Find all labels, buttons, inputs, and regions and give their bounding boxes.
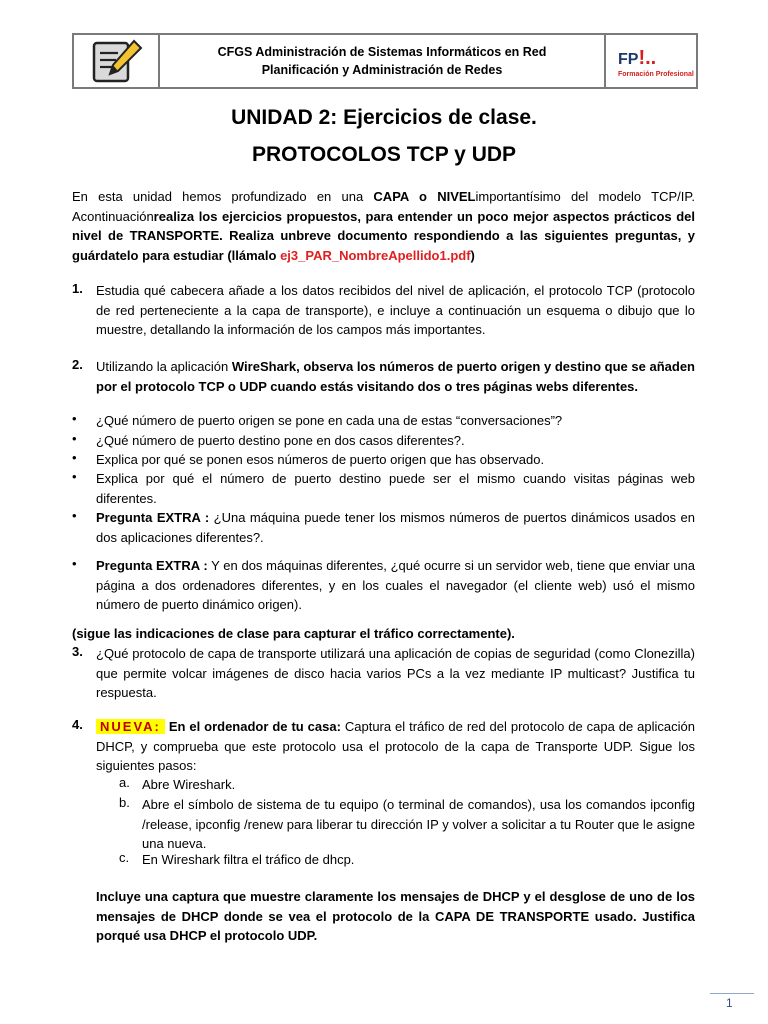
notepad-pencil-icon <box>74 35 160 87</box>
intro-text-1: En esta unidad hemos profundizado en una <box>72 189 374 204</box>
question-1-text: Estudia qué cabecera añade a los datos recibidos del nivel de aplicación, el protocolo TCP (protocolo de red perteneciente a la capa de transporte), e incluye a continuación un esquema o dibujo que lo muestre, detallando la información de los campos más importantes. <box>96 283 695 337</box>
fp-logo <box>606 35 696 87</box>
step-a-text: Abre Wireshark. <box>142 777 236 792</box>
bullet-2: ¿Qué número de puerto destino pone en dos casos diferentes?. <box>96 433 465 448</box>
step-b-text: Abre el símbolo de sistema de tu equipo (o terminal de comandos), usa los comandos ipconfig /release, ipconfig /renew para liberar tu dirección IP y volver a solicitar a tu Router que le asigne una nueva. <box>142 797 695 851</box>
question-4-number: 4. <box>72 717 83 732</box>
bullet-3-symbol: • <box>72 450 77 465</box>
document-header <box>72 33 698 89</box>
question-2-text-bold: WireShark, observa los números de puerto origen y destino que se añaden por el protocolo TCP o UDP cuando estás visitando dos o tres páginas webs diferentes. <box>96 359 696 394</box>
new-badge: NUEVA: <box>96 719 165 734</box>
step-c-text: En Wireshark filtra el tráfico de dhcp. <box>142 852 355 867</box>
question-2-text <box>96 357 695 396</box>
capture-note: (sigue las indicaciones de clase para capturar el tráfico correctamente). <box>72 626 515 641</box>
bullet-6-symbol: • <box>72 556 77 571</box>
page-number: 1 <box>726 996 733 1010</box>
bullet-4-symbol: • <box>72 469 77 484</box>
question-2-number: 2. <box>72 357 83 372</box>
bullet-6 <box>96 556 695 615</box>
intro-text-2: importantísimo del modelo TCP/IP. Acontinuación <box>72 189 695 224</box>
intro-bold-2: realiza los ejercicios propuestos, para entender un poco mejor aspectos prácticos del nivel de TRANSPORTE. Realiza unbreve documento respondiendo a las siguientes preguntas, y guárdatelo para estudiar (llámalo <box>72 208 695 263</box>
bullet-5-symbol: • <box>72 508 77 523</box>
bullet-6-label: Pregunta EXTRA : <box>96 558 208 573</box>
question-2-text-plain: Utilizando la aplicación <box>96 359 232 374</box>
fp-logo-subtitle: Formación Profesional <box>618 71 694 78</box>
header-line-2: Planificación y Administración de Redes <box>261 63 503 77</box>
fp-logo-text: FP <box>618 51 639 68</box>
step-c-label: c. <box>119 850 130 865</box>
intro-paragraph <box>72 187 695 265</box>
header-line-1: CFGS Administración de Sistemas Informáticos en Red <box>217 45 547 59</box>
question-3-number: 3. <box>72 644 83 659</box>
intro-bold-1: CAPA o NIVEL <box>373 189 476 204</box>
bullet-4: Explica por qué el número de puerto destino puede ser el mismo cuando visitas páginas web diferentes. <box>96 471 695 506</box>
question-1-number: 1. <box>72 281 83 296</box>
bullet-5 <box>96 508 695 547</box>
question-4-plain: Captura el tráfico de red del protocolo de capa de aplicación DHCP, y comprueba que este protocolo usa el protocolo de la capa de Transporte UDP. Sigue los siguientes pasos: <box>96 719 695 773</box>
bullet-6-text: Y en dos máquinas diferentes, ¿qué ocurre si un servidor web, tiene que enviar una página a dos ordenadores diferentes, y en los cuales el navegador (el cliente web) usó el mismo número de puerto dinámico origen). <box>96 558 695 612</box>
bullet-2-symbol: • <box>72 431 77 446</box>
question-3-text: ¿Qué protocolo de capa de transporte utilizará una aplicación de copias de seguridad (como Clonezilla) que permite volcar imágenes de disco hacia varios PCs a la vez mediante IP multicast? Justifica tu respuesta. <box>96 646 695 700</box>
step-b-label: b. <box>119 795 130 810</box>
bullet-5-label: Pregunta EXTRA : <box>96 510 210 525</box>
step-a-label: a. <box>119 775 130 790</box>
question-4-closing: Incluye una captura que muestre claramente los mensajes de DHCP y el desglose de uno de los mensajes de DHCP donde se vea el protocolo de la CAPA DE TRANSPORTE usado. Justifica porqué usa DHCP el protocolo UDP. <box>96 889 695 943</box>
bullet-5-text: ¿Una máquina puede tener los mismos números de puertos dinámicos usados en dos aplicaciones diferentes?. <box>96 510 695 545</box>
bullet-3: Explica por qué se ponen esos números de puerto origen que has observado. <box>96 452 545 467</box>
footer-divider <box>710 993 754 994</box>
question-4-bold: En el ordenador de tu casa: <box>168 719 341 734</box>
question-4-text <box>96 717 695 776</box>
header-title <box>160 35 606 87</box>
bullet-1: ¿Qué número de puerto origen se pone en cada una de estas “conversaciones”? <box>96 413 563 428</box>
fp-logo-mark: !.. <box>638 47 657 69</box>
bullet-1-symbol: • <box>72 411 77 426</box>
unit-subtitle: PROTOCOLOS TCP y UDP <box>251 143 517 166</box>
unit-title: UNIDAD 2: Ejercicios de clase. <box>231 106 537 129</box>
intro-filename: ej3_PAR_NombreApellido1.pdf <box>280 247 471 263</box>
intro-bold-3: ) <box>470 247 475 263</box>
